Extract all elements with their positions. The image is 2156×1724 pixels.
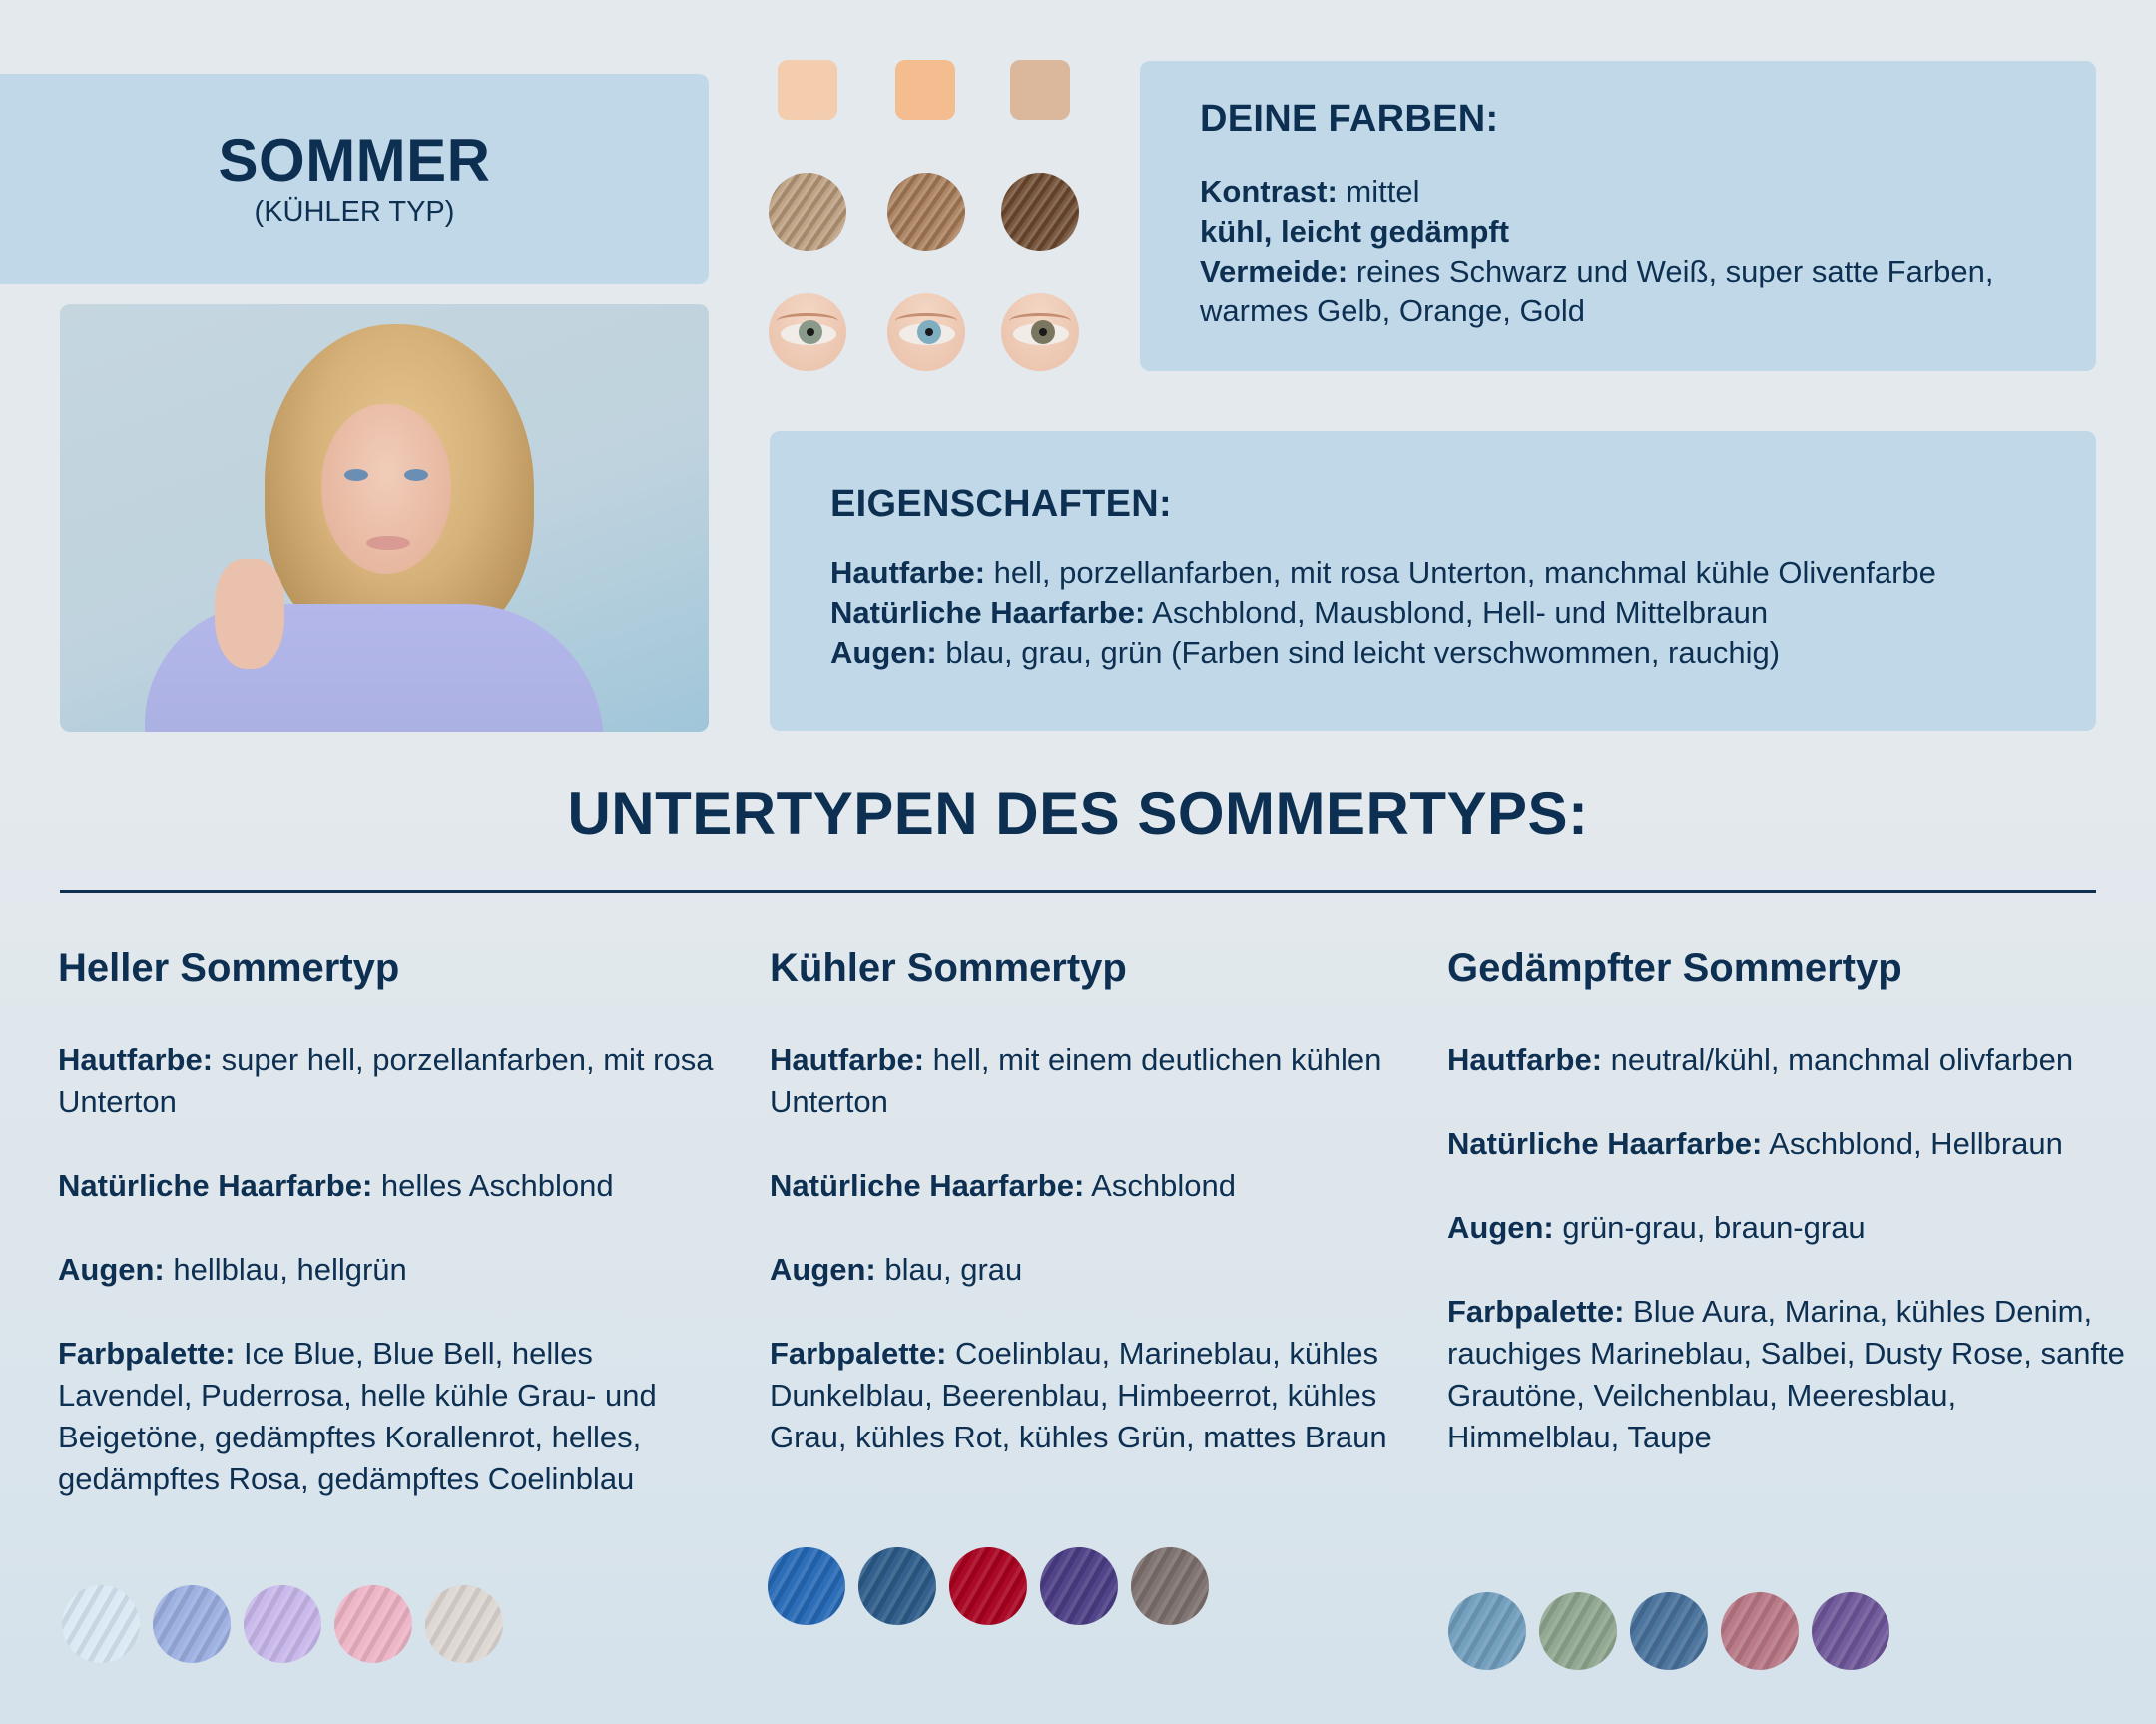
subtype-eyes: Augen: grün-grau, braun-grau — [1447, 1210, 1866, 1245]
subtype-hair: Natürliche Haarfarbe: helles Aschblond — [58, 1168, 614, 1203]
palette-swatch — [334, 1585, 412, 1663]
photo-eye-right — [404, 469, 428, 481]
subtype-skin: Hautfarbe: hell, mit einem deutlichen kühlen Unterton — [770, 1042, 1382, 1119]
eye-swatch-3 — [1001, 293, 1079, 371]
eye-lid — [895, 313, 957, 329]
skin-swatch-1 — [778, 60, 837, 120]
skin-swatch-3 — [1010, 60, 1070, 120]
subtype-body — [770, 1039, 1388, 1458]
colors-panel-body — [1200, 172, 2078, 331]
palette-swatches-muted — [1448, 1592, 1889, 1670]
subtype-palette: Farbpalette: Blue Aura, Marina, kühles Denim, rauchiges Marineblau, Salbei, Dusty Rose, sanfte Grautöne, Veilchenblau, Meeresblau, Himmelblau, Taupe — [1447, 1294, 2125, 1454]
subtype-hair: Natürliche Haarfarbe: Aschblond, Hellbraun — [1447, 1126, 2063, 1161]
subtype-skin: Hautfarbe: super hell, porzellanfarben, mit rosa Unterton — [58, 1042, 714, 1119]
traits-line-hair: Natürliche Haarfarbe: Aschblond, Mausblond, Hell- und Mittelbraun — [830, 595, 1769, 630]
palette-swatch — [244, 1585, 321, 1663]
colors-line-avoid-cont: warmes Gelb, Orange, Gold — [1200, 293, 1585, 328]
colors-line-contrast: Kontrast: mittel — [1200, 174, 1420, 209]
eye-swatch-1 — [769, 293, 846, 371]
hair-swatch-1 — [769, 173, 846, 251]
palette-swatch — [949, 1547, 1027, 1625]
eye-swatch-2 — [887, 293, 965, 371]
palette-swatch — [858, 1547, 936, 1625]
eye-lid — [777, 313, 838, 329]
photo-lips — [366, 536, 410, 550]
palette-swatch — [1448, 1592, 1526, 1670]
colors-panel-title: DEINE FARBEN: — [1200, 98, 1499, 140]
subtype-column-light — [58, 943, 717, 1500]
palette-swatch — [1131, 1547, 1209, 1625]
palette-swatch — [1630, 1592, 1708, 1670]
subtype-eyes: Augen: blau, grau — [770, 1252, 1023, 1287]
season-header — [0, 74, 709, 284]
palette-swatches-light — [62, 1585, 503, 1663]
eye-pupil — [925, 328, 933, 336]
subtype-hair: Natürliche Haarfarbe: Aschblond — [770, 1168, 1236, 1203]
traits-panel-title: EIGENSCHAFTEN: — [830, 483, 1172, 525]
colors-line-avoid: Vermeide: reines Schwarz und Weiß, super satte Farben, — [1200, 254, 1994, 288]
photo-eye-left — [344, 469, 368, 481]
palette-swatch — [1812, 1592, 1889, 1670]
traits-panel-body — [830, 553, 2088, 673]
palette-swatch — [62, 1585, 140, 1663]
subtype-title: Gedämpfter Sommertyp — [1447, 946, 1902, 990]
palette-swatches-cool — [768, 1547, 1209, 1625]
palette-swatch — [768, 1547, 845, 1625]
subtype-column-muted — [1447, 943, 2126, 1458]
hair-swatch-3 — [1001, 173, 1079, 251]
subtype-skin: Hautfarbe: neutral/kühl, manchmal olivfarben — [1447, 1042, 2074, 1077]
eye-lid — [1009, 313, 1071, 329]
traits-line-eyes: Augen: blau, grau, grün (Farben sind leicht verschwommen, rauchig) — [830, 635, 1781, 670]
palette-swatch — [1040, 1547, 1118, 1625]
model-photo — [60, 304, 709, 732]
section-divider — [60, 890, 2096, 893]
subtypes-heading: UNTERTYPEN DES SOMMERTYPS: — [567, 780, 1589, 847]
eye-pupil — [807, 328, 814, 336]
subtype-title: Kühler Sommertyp — [770, 946, 1127, 990]
photo-hoodie — [145, 604, 604, 732]
subtype-palette: Farbpalette: Coelinblau, Marineblau, kühles Dunkelblau, Beerenblau, Himbeerrot, kühles Grau, kühles Rot, kühles Grün, mattes Braun — [770, 1336, 1387, 1454]
palette-swatch — [1539, 1592, 1617, 1670]
palette-swatch — [1721, 1592, 1799, 1670]
subtype-body — [58, 1039, 717, 1500]
hair-swatch-2 — [887, 173, 965, 251]
skin-swatch-2 — [895, 60, 955, 120]
subtype-palette: Farbpalette: Ice Blue, Blue Bell, helles Lavendel, Puderrosa, helle kühle Grau- und Beigetöne, gedämpftes Korallenrot, helles, gedämpftes Rosa, gedämpftes Coelinblau — [58, 1336, 657, 1496]
colors-line-tone: kühl, leicht gedämpft — [1200, 214, 1510, 249]
subtype-title: Heller Sommertyp — [58, 946, 400, 990]
photo-hand — [215, 559, 284, 669]
subtype-column-cool — [770, 943, 1388, 1458]
subtype-eyes: Augen: hellblau, hellgrün — [58, 1252, 407, 1287]
traits-panel — [770, 431, 2096, 731]
palette-swatch — [153, 1585, 231, 1663]
season-title: SOMMER — [218, 127, 491, 194]
colors-panel — [1140, 61, 2096, 371]
subtype-body — [1447, 1039, 2126, 1458]
traits-line-skin: Hautfarbe: hell, porzellanfarben, mit rosa Unterton, manchmal kühle Olivenfarbe — [830, 555, 1936, 590]
season-subtitle: (KÜHLER TYP) — [254, 196, 455, 228]
palette-swatch — [425, 1585, 503, 1663]
eye-pupil — [1039, 328, 1047, 336]
